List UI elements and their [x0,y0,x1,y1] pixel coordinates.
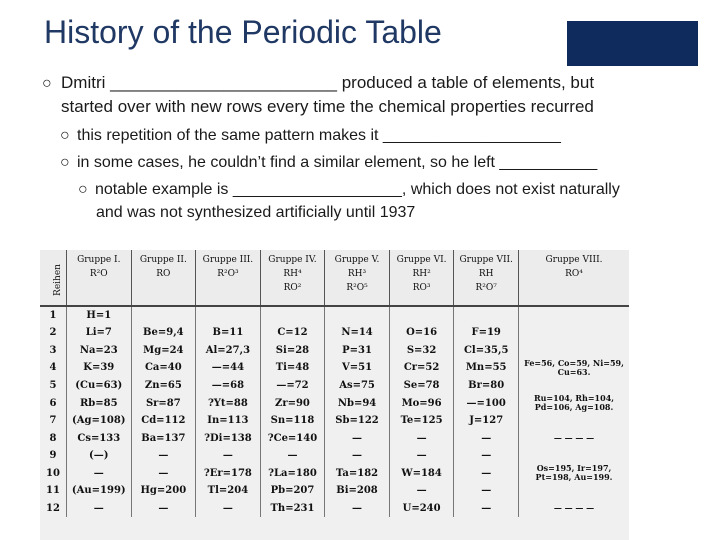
row-number: 7 [40,412,67,429]
element-cell: Bi=208 [325,482,390,499]
row-number: 6 [40,394,67,412]
element-cell: Cs=133 [67,429,132,446]
element-cell: — — — — [553,432,595,443]
table-row [40,306,629,324]
table-row [40,429,629,446]
table-row [40,394,629,412]
group-header: Gruppe IV. RH⁴ RO² [260,250,325,306]
element-cell: Cl=35,5 [454,342,519,359]
row-number: 5 [40,377,67,394]
element-cell [519,306,630,324]
element-cell: Fe=56, Co=59, Ni=59, Cu=63. [524,358,624,377]
element-cell: — [454,447,519,464]
table-row [40,447,629,464]
row-number: 3 [40,342,67,359]
element-cell: Ti=48 [260,359,325,377]
table-row [40,324,629,341]
element-cell: — — — — [553,502,595,513]
element-cell: Zr=90 [260,394,325,412]
element-cell: H=1 [67,306,132,324]
element-cell: J=127 [454,412,519,429]
table-row [40,412,629,429]
element-cell: — [325,447,390,464]
element-cell: K=39 [67,359,132,377]
table-row [40,377,629,394]
element-cell: —=44 [196,359,261,377]
element-cell: Cd=112 [131,412,196,429]
element-cell [519,324,630,341]
element-cell: Zn=65 [131,377,196,394]
element-cell: Rb=85 [67,394,132,412]
element-cell: —=68 [196,377,261,394]
element-cell: — [131,464,196,482]
element-cell: — [260,447,325,464]
element-cell: Si=28 [260,342,325,359]
element-cell: Ca=40 [131,359,196,377]
group-header: Gruppe V. RH³ R²O⁵ [325,250,390,306]
bullet-text: this repetition of the same pattern makes it ____________________ [77,127,561,144]
element-cell: Pb=207 [260,482,325,499]
row-number: 8 [40,429,67,446]
bullet-dmitri [42,71,702,118]
row-number: 9 [40,447,67,464]
element-cell: N=14 [325,324,390,341]
row-number: 4 [40,359,67,377]
element-cell [519,342,630,359]
decorative-navy-box [567,21,698,66]
element-cell [519,412,630,429]
element-cell: (Au=199) [67,482,132,499]
element-cell: — [454,482,519,499]
row-number: 1 [40,306,67,324]
bullet-text: in some cases, he couldn’t find a similar element, so he left ___________ [77,154,598,171]
group-header: Gruppe II. RO [131,250,196,306]
bullet-text-line1: notable example is ___________________, which does not exist naturally [95,181,620,198]
element-cell [519,377,630,394]
element-cell [389,306,454,324]
element-cell [196,306,261,324]
table-row [40,499,629,516]
element-cell: O=16 [389,324,454,341]
element-cell: Nb=94 [325,394,390,412]
element-cell [325,306,390,324]
element-cell: Ru=104, Rh=104, Pd=106, Ag=108. [533,394,615,413]
table-row [40,464,629,482]
bullet-ring-icon: ○ [42,75,52,92]
element-cell: Ba=137 [131,429,196,446]
group-header: Gruppe VI. RH² RO³ [389,250,454,306]
element-cell: — [67,464,132,482]
element-cell: ?Di=138 [196,429,261,446]
element-cell [519,447,630,464]
row-number: 10 [40,464,67,482]
element-cell: Mg=24 [131,342,196,359]
element-cell: Th=231 [260,499,325,516]
bullet-notable-example [78,178,708,224]
element-cell: —=100 [454,394,519,412]
element-cell [519,482,630,499]
bullet-ring-icon: ○ [78,181,88,198]
element-cell: — [389,447,454,464]
element-cell: B=11 [196,324,261,341]
element-cell: —=72 [260,377,325,394]
element-cell: — [454,429,519,446]
element-cell [454,306,519,324]
row-number: 12 [40,499,67,516]
row-number: 2 [40,324,67,341]
element-cell: Hg=200 [131,482,196,499]
element-cell: Br=80 [454,377,519,394]
element-cell: — [196,499,261,516]
element-cell [260,306,325,324]
element-cell: S=32 [389,342,454,359]
bullet-text-line2: started over with new rows every time the chemical properties recurred [61,97,594,116]
element-cell: Tl=204 [196,482,261,499]
element-cell: Sn=118 [260,412,325,429]
element-cell: Se=78 [389,377,454,394]
element-cell: Sr=87 [131,394,196,412]
element-cell: — [67,499,132,516]
table-row [40,359,629,377]
element-cell: In=113 [196,412,261,429]
element-cell: ?Er=178 [196,464,261,482]
group-header: Gruppe III. R²O³ [196,250,261,306]
element-cell: — [131,447,196,464]
element-cell: (Cu=63) [67,377,132,394]
group-header: Gruppe VII. RH R²O⁷ [454,250,519,306]
element-cell: (—) [67,447,132,464]
bullet-repetition [60,124,700,147]
bullet-text-line2: and was not synthesized artificially until 1937 [96,204,416,221]
table-row [40,482,629,499]
element-cell: — [131,499,196,516]
bullet-ring-icon: ○ [60,154,70,171]
element-cell: — [389,482,454,499]
row-header-label: Reihen [40,250,67,306]
element-cell: Os=195, Ir=197, Pt=198, Au=199. [535,464,613,483]
element-cell: — [196,447,261,464]
element-cell: W=184 [389,464,454,482]
element-cell: — [454,464,519,482]
element-cell [131,306,196,324]
element-cell: ?La=180 [260,464,325,482]
element-cell: Mn=55 [454,359,519,377]
element-cell: — [454,499,519,516]
element-cell: Na=23 [67,342,132,359]
element-cell: Sb=122 [325,412,390,429]
element-cell: As=75 [325,377,390,394]
element-cell: Ta=182 [325,464,390,482]
element-cell: P=31 [325,342,390,359]
element-cell: Te=125 [389,412,454,429]
element-cell: Al=27,3 [196,342,261,359]
element-cell: Li=7 [67,324,132,341]
element-cell: Cr=52 [389,359,454,377]
element-cell: C=12 [260,324,325,341]
element-cell: U=240 [389,499,454,516]
element-cell: (Ag=108) [67,412,132,429]
periodic-table [40,250,629,517]
element-cell: — [325,429,390,446]
element-cell: F=19 [454,324,519,341]
bullet-ring-icon: ○ [60,127,70,144]
element-cell: Be=9,4 [131,324,196,341]
element-cell: V=51 [325,359,390,377]
table-header-row [40,250,629,306]
table-row [40,342,629,359]
element-cell: — [389,429,454,446]
row-number: 11 [40,482,67,499]
group-header: Gruppe I. R²O [67,250,132,306]
element-cell: — [325,499,390,516]
slide-title: History of the Periodic Table [44,14,442,50]
element-cell: Mo=96 [389,394,454,412]
bullet-gaps [60,151,700,174]
element-cell: ?Yt=88 [196,394,261,412]
bullet-text-line1: Dmitri ________________________ produced a table of elements, but [61,73,595,92]
mendeleev-table-image [40,250,629,540]
group-header: Gruppe VIII. RO⁴ [519,250,630,306]
element-cell: ?Ce=140 [260,429,325,446]
